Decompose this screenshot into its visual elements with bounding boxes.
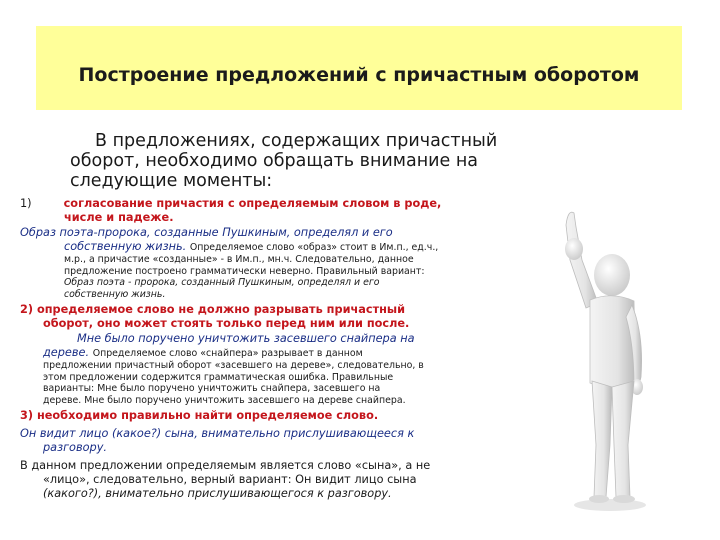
point-3-example-line-2: разговору. (43, 441, 107, 454)
point-1-comment (20, 254, 552, 300)
point-3-heading: 3) необходимо правильно найти определяемое слово. (20, 409, 379, 422)
point-2-comment-line-4: варианты: Мне было поручено уничтожить снайпера, засевшего на (43, 383, 381, 395)
point-2-example (20, 332, 508, 360)
point-2-comment-line-1: Определяемое слово «снайпера» разрывает в данном (92, 348, 363, 359)
point-2-head-line-2: оборот, оно может стоять только перед ним или после. (43, 317, 410, 330)
point-1-example-line-1: Образ поэта-пророка, созданные Пушкиным, определял и его (20, 226, 393, 239)
point-2-comment-line-5: дереве. Мне было поручено уничтожить засевшего на дереве снайпера. (43, 394, 406, 406)
point-1-head-line-2: числе и падеже. (64, 211, 174, 224)
point-1-comment-line-1: Определяемое слово «образ» стоит в Им.п., ед.ч., (189, 242, 439, 253)
point-1-comment-line-4: Образ поэта - пророка, созданный Пушкиным, определял и его (64, 277, 380, 289)
point-2-comment (20, 360, 531, 406)
point-1-heading (20, 197, 508, 225)
point-1-comment-line-5: собственную жизнь. (64, 288, 166, 300)
point-1-comment-line-3: предложение построено грамматически неверно. Правильный вариант: (64, 265, 425, 277)
title-band (36, 26, 682, 110)
intro-text (70, 131, 500, 191)
point-1-head-line-1: согласование причастия с определяемым словом в роде, (63, 197, 442, 210)
point-2-heading (20, 303, 508, 331)
point-1-example (20, 226, 508, 254)
point-3 (20, 409, 508, 501)
point-2-comment-line-2: предложении причастный оборот «засевшего на дереве», следовательно, в (43, 360, 424, 371)
slide-title: Построение предложений с причастным оборотом (78, 64, 640, 86)
point-2-comment-line-3: этом предложении содержится грамматическая ошибка. Правильные (43, 371, 394, 383)
point-3-conclusion-line-2: «лицо», следовательно, верный вариант: Он видит лицо сына (43, 473, 417, 486)
point-1-example-line-2: собственную жизнь. (64, 240, 187, 253)
intro-line-2: оборот, необходимо обращать внимание на (70, 151, 479, 171)
point-3-conclusion-line-1: В данном предложении определяемым является слово «сына», а не (20, 459, 431, 472)
point-2-example-line-1: Мне было поручено уничтожить засевшего снайпера на (77, 332, 415, 345)
point-1-number: 1) (20, 197, 32, 210)
intro-line-1: В предложениях, содержащих причастный (95, 131, 498, 151)
intro-line-3: следующие моменты: (70, 171, 273, 191)
pointing-person-icon (548, 205, 658, 515)
point-2-head-line-1: 2) определяемое слово не должно разрывать причастный (20, 303, 406, 316)
point-3-conclusion-line-3: (какого?), внимательно прислушивающегося к разговору. (43, 487, 392, 500)
point-2-example-line-2: дереве. (43, 346, 90, 359)
point-1-comment-line-2: м.р., а причастие «созданные» - в Им.п., мн.ч. Следовательно, данное (64, 254, 414, 265)
point-3-example-line-1: Он видит лицо (какое?) сына, внимательно прислушивающееся к (20, 427, 415, 440)
